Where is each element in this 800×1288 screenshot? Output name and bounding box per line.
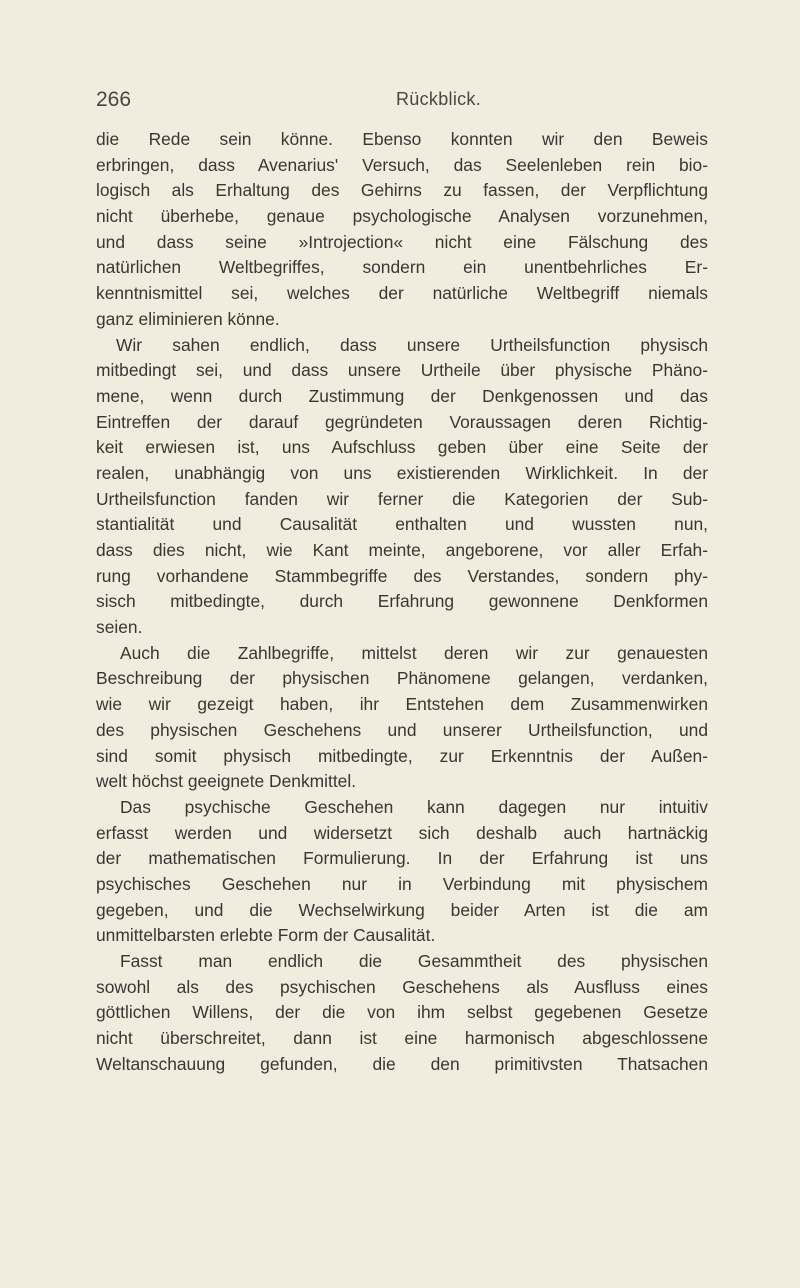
text-line: gegeben, und die Wechselwirkung beider Arten ist die am <box>96 899 708 920</box>
text-line: Wir sahen endlich, dass unsere Urtheilsfunction physisch <box>116 334 708 355</box>
text-line: und dass seine »Introjection« nicht eine Fälschung des <box>96 231 708 252</box>
text-line: Weltanschauung gefunden, die den primitivsten Thatsachen <box>96 1053 708 1074</box>
text-line: mitbedingt sei, und dass unsere Urtheile über physische Phäno- <box>96 360 708 381</box>
text-line: nicht überhebe, genaue psychologische Analysen vorzunehmen, <box>96 206 708 227</box>
text-line: wie wir gezeigt haben, ihr Entstehen dem Zusammenwirken <box>96 694 708 715</box>
text-line: realen, unabhängig von uns existierenden Wirklichkeit. In der <box>96 462 708 483</box>
text-line: des physischen Geschehens und unserer Urtheilsfunction, und <box>96 719 708 740</box>
running-head <box>96 82 706 118</box>
text-line: Urtheilsfunction fanden wir ferner die Kategorien der Sub- <box>96 488 708 509</box>
text-line: welt höchst geeignete Denkmittel. <box>96 771 357 792</box>
text-line: psychisches Geschehen nur in Verbindung mit physischem <box>96 873 708 894</box>
text-line: Eintreffen der darauf gegründeten Voraussagen deren Richtig- <box>96 411 708 432</box>
text-line: erbringen, dass Avenarius' Versuch, das Seelenleben rein bio- <box>96 154 708 175</box>
text-line: logisch als Erhaltung des Gehirns zu fassen, der Verpflichtung <box>96 180 708 201</box>
text-line: die Rede sein könne. Ebenso konnten wir den Beweis <box>96 129 708 149</box>
text-line: rung vorhandene Stammbegriffe des Verstandes, sondern phy- <box>96 565 708 586</box>
text-line: unmittelbarsten erlebte Form der Causalität. <box>96 925 436 946</box>
text-line: natürlichen Weltbegriffes, sondern ein unentbehrliches Er- <box>96 257 708 278</box>
text-line: seien. <box>96 617 143 638</box>
text-line: Beschreibung der physischen Phänomene gelangen, verdanken, <box>96 668 708 689</box>
text-line: erfasst werden und widersetzt sich deshalb auch hartnäckig <box>96 822 708 843</box>
text-line: der mathematischen Formulierung. In der Erfahrung ist uns <box>96 848 708 869</box>
text-line: Auch die Zahlbegriffe, mittelst deren wir zur genauesten <box>120 642 708 663</box>
text-line: mene, wenn durch Zustimmung der Denkgenossen und das <box>96 385 708 406</box>
text-line: sisch mitbedingte, durch Erfahrung gewonnene Denkformen <box>96 591 708 612</box>
text-line: stantialität und Causalität enthalten und wussten nun, <box>96 514 708 535</box>
text-line: ganz eliminieren könne. <box>96 308 280 329</box>
text-line: göttlichen Willens, der die von ihm selbst gegebenen Gesetze <box>96 1002 708 1023</box>
text-line: sind somit physisch mitbedingte, zur Erkenntnis der Außen- <box>96 745 708 766</box>
body-text <box>96 127 708 1077</box>
text-line: Fasst man endlich die Gesammtheit des physischen <box>120 951 708 971</box>
running-title: Rückblick. <box>396 89 482 109</box>
page-number: 266 <box>96 88 132 111</box>
text-line: dass dies nicht, wie Kant meinte, angeborene, vor aller Erfah- <box>96 540 708 560</box>
text-line: sowohl als des psychischen Geschehens als Ausfluss eines <box>96 976 708 997</box>
text-line: nicht überschreitet, dann ist eine harmonisch abgeschlossene <box>96 1028 708 1049</box>
text-line: Das psychische Geschehen kann dagegen nur intuitiv <box>120 796 708 817</box>
text-line: keit erwiesen ist, uns Aufschluss geben über eine Seite der <box>96 437 708 458</box>
text-line: kenntnismittel sei, welches der natürliche Weltbegriff niemals <box>96 283 708 304</box>
